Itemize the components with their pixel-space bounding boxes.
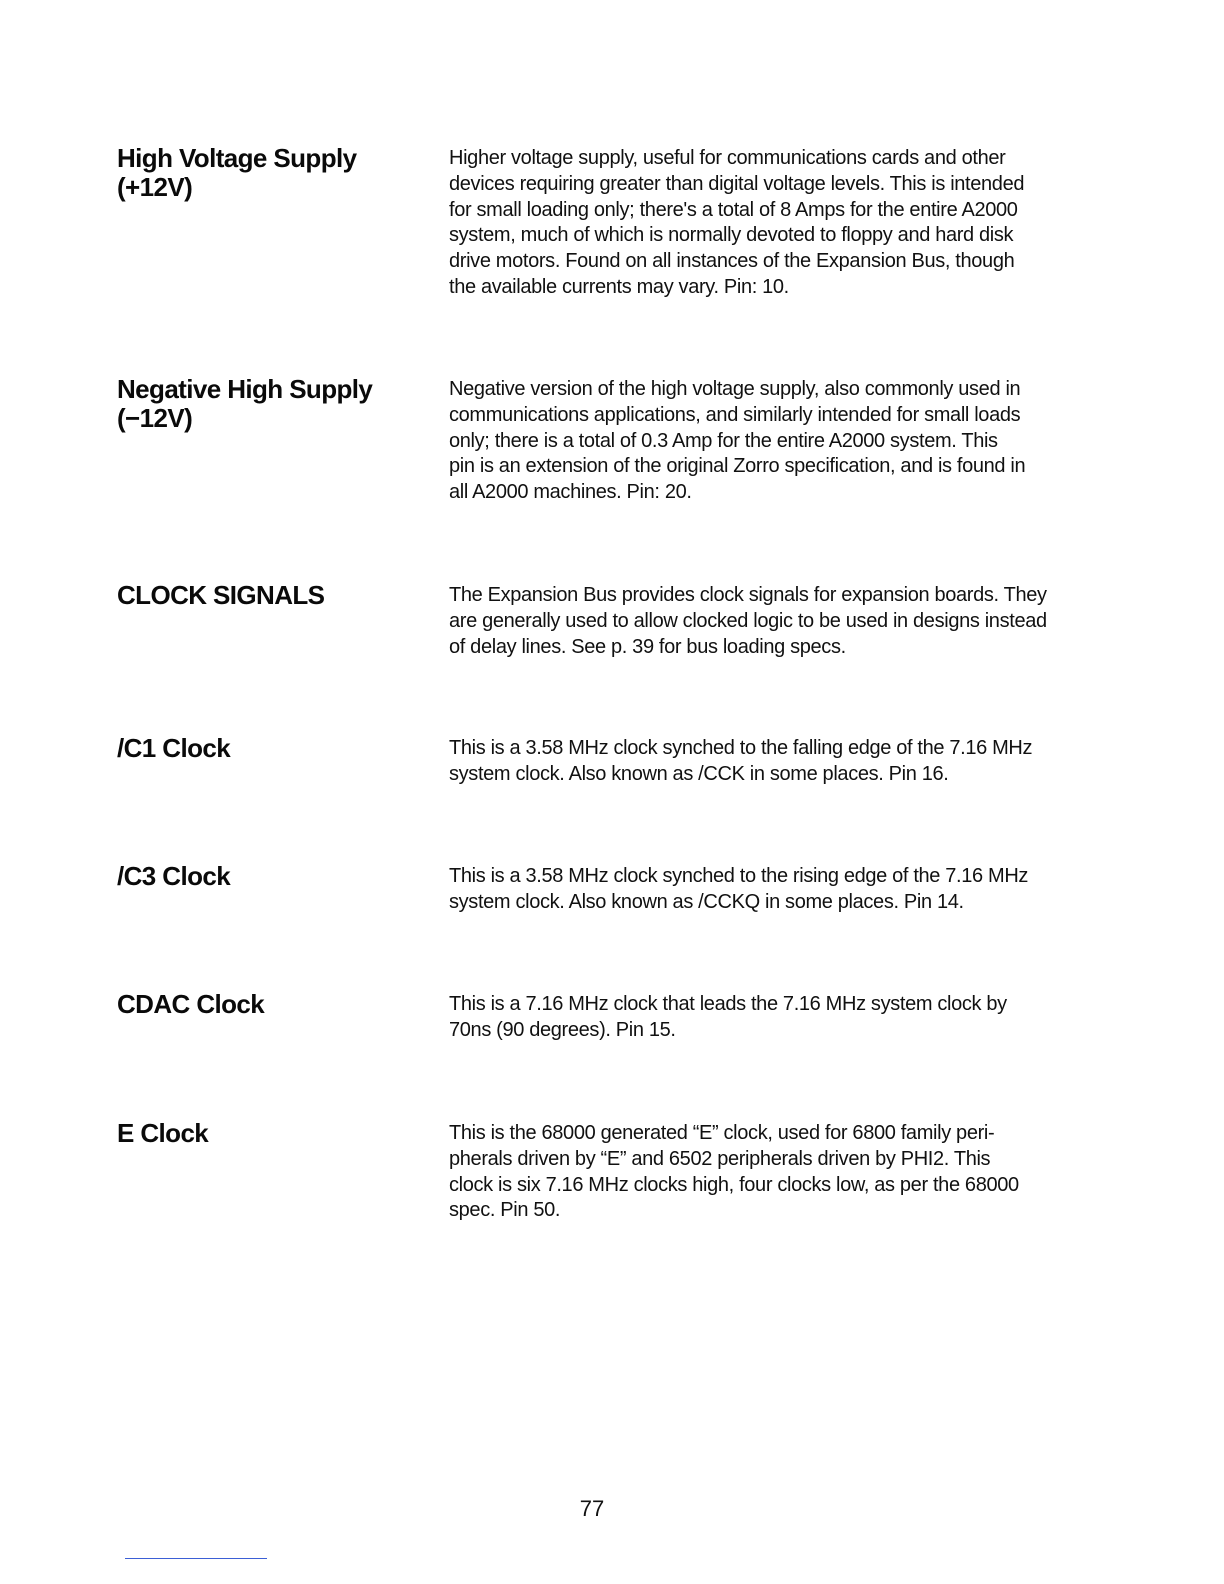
description-line: spec. Pin 50. (449, 1199, 561, 1222)
description-line: of delay lines. See p. 39 for bus loading specs. (449, 635, 846, 658)
description-line: drive motors. Found on all instances of the Expansion Bus, though (449, 250, 1015, 273)
description-line: communications applications, and similarly intended for small loads (449, 403, 1021, 426)
description-line: This is the 68000 generated “E” clock, used for 6800 family peri- (449, 1122, 995, 1144)
entry-term (117, 734, 417, 763)
entry-term (117, 581, 417, 610)
term-line: CDAC Clock (117, 989, 265, 1019)
entry-term (117, 144, 417, 202)
entry-description (449, 992, 1094, 1044)
term-line: Negative High Supply (117, 374, 373, 404)
entry-description (449, 583, 1094, 660)
description-line: This is a 3.58 MHz clock synched to the rising edge of the 7.16 MHz (449, 865, 1029, 887)
description-line: Higher voltage supply, useful for communications cards and other (449, 147, 1006, 169)
entry-description (449, 864, 1094, 916)
term-line: /C1 Clock (117, 733, 231, 763)
term-line: High Voltage Supply (117, 143, 357, 173)
description-line: devices requiring greater than digital voltage levels. This is intended (449, 172, 1025, 195)
description-line: The Expansion Bus provides clock signals for expansion boards. They (449, 584, 1047, 606)
description-line: pin is an extension of the original Zorro specification, and is found in (449, 455, 1026, 478)
entry-description (449, 377, 1094, 506)
description-line: only; there is a total of 0.3 Amp for the entire A2000 system. This (449, 429, 998, 452)
entry-term (117, 1119, 417, 1148)
description-line: system, much of which is normally devoted to floppy and hard disk (449, 224, 1014, 247)
description-line: This is a 3.58 MHz clock synched to the falling edge of the 7.16 MHz (449, 737, 1033, 759)
description-line: Negative version of the high voltage supply, also commonly used in (449, 378, 1021, 400)
entry-term (117, 862, 417, 891)
entry-description (449, 736, 1094, 788)
page-number: 77 (579, 1496, 605, 1521)
description-line: all A2000 machines. Pin: 20. (449, 481, 692, 504)
description-line: system clock. Also known as /CCKQ in some places. Pin 14. (449, 890, 964, 913)
term-line: E Clock (117, 1118, 209, 1148)
entry-term (117, 990, 417, 1019)
description-line: clock is six 7.16 MHz clocks high, four clocks low, as per the 68000 (449, 1173, 1019, 1196)
term-line: (+12V) (117, 172, 193, 202)
entry-term (117, 375, 417, 433)
description-line: are generally used to allow clocked logic to be used in designs instead (449, 609, 1047, 632)
description-line: 70ns (90 degrees). Pin 15. (449, 1018, 676, 1041)
description-line: system clock. Also known as /CCK in some places. Pin 16. (449, 762, 949, 785)
footnote-divider (125, 1558, 267, 1559)
description-line: pherals driven by “E” and 6502 peripherals driven by PHI2. This (449, 1147, 991, 1170)
entry-description (449, 1121, 1094, 1224)
term-line: (−12V) (117, 403, 193, 433)
description-line: for small loading only; there's a total of 8 Amps for the entire A2000 (449, 198, 1018, 221)
entry-description (449, 146, 1094, 301)
description-line: the available currents may vary. Pin: 10. (449, 275, 789, 298)
term-line: CLOCK SIGNALS (117, 580, 325, 610)
description-line: This is a 7.16 MHz clock that leads the 7.16 MHz system clock by (449, 993, 1007, 1015)
term-line: /C3 Clock (117, 861, 231, 891)
